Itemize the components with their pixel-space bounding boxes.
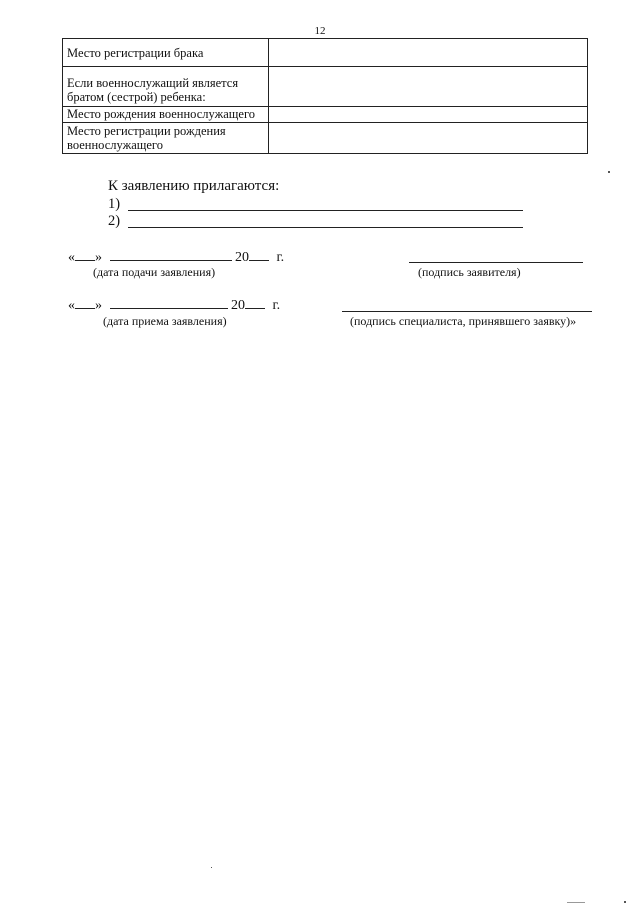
table-row: [63, 107, 588, 123]
attachments-heading: К заявлению прилагаются:: [108, 178, 280, 194]
row-label-sibling-note: Если военнослужащий является братом (сестрой) ребенка:: [63, 67, 269, 107]
reception-date-caption: (дата приема заявления): [103, 314, 227, 328]
scan-speck: [624, 901, 626, 903]
info-table: [62, 38, 588, 154]
table-row: [63, 39, 588, 67]
submission-year-suffix: г.: [276, 250, 285, 265]
submission-month-blank[interactable]: [110, 249, 232, 261]
submission-date-caption: (дата подачи заявления): [93, 265, 216, 279]
reception-year-blank[interactable]: [245, 297, 265, 309]
row-value-birth-registration[interactable]: [269, 123, 588, 154]
submission-year-blank[interactable]: [249, 249, 269, 261]
reception-close-quote: »: [95, 298, 102, 313]
reception-year-prefix: 20: [231, 298, 245, 313]
attachment-item-1-number: 1): [108, 196, 121, 212]
scan-speck: [608, 171, 610, 173]
row-label-marriage-registration: Место регистрации брака: [63, 39, 269, 67]
scan-speck: [211, 867, 212, 868]
submission-open-quote: «: [68, 250, 75, 265]
specialist-signature-line[interactable]: [342, 311, 592, 312]
row-value-marriage-registration[interactable]: [269, 39, 588, 67]
attachment-item-2-number: 2): [108, 213, 121, 229]
row-label-birth-registration: Место регистрации рождения военнослужащего: [63, 123, 269, 154]
reception-day-blank[interactable]: [75, 297, 95, 309]
row-value-birth-place[interactable]: [269, 107, 588, 123]
row-label-birth-place: Место рождения военнослужащего: [63, 107, 269, 123]
attachment-item-1-line[interactable]: [128, 210, 523, 211]
page-number: 12: [314, 25, 326, 37]
reception-date: [68, 297, 280, 314]
row-value-sibling-note[interactable]: [269, 67, 588, 107]
submission-date: [68, 249, 284, 266]
applicant-signature-caption: (подпись заявителя): [418, 265, 521, 279]
attachment-item-2-line[interactable]: [128, 227, 523, 228]
applicant-signature-line[interactable]: [409, 262, 583, 263]
table-row: [63, 123, 588, 154]
submission-close-quote: »: [95, 250, 102, 265]
submission-year-prefix: 20: [235, 250, 249, 265]
scan-speck: [567, 902, 585, 903]
reception-month-blank[interactable]: [110, 297, 228, 309]
reception-open-quote: «: [68, 298, 75, 313]
reception-year-suffix: г.: [272, 298, 281, 313]
table-row: [63, 67, 588, 107]
submission-day-blank[interactable]: [75, 249, 95, 261]
specialist-signature-caption: (подпись специалиста, принявшего заявку)»: [350, 314, 577, 328]
